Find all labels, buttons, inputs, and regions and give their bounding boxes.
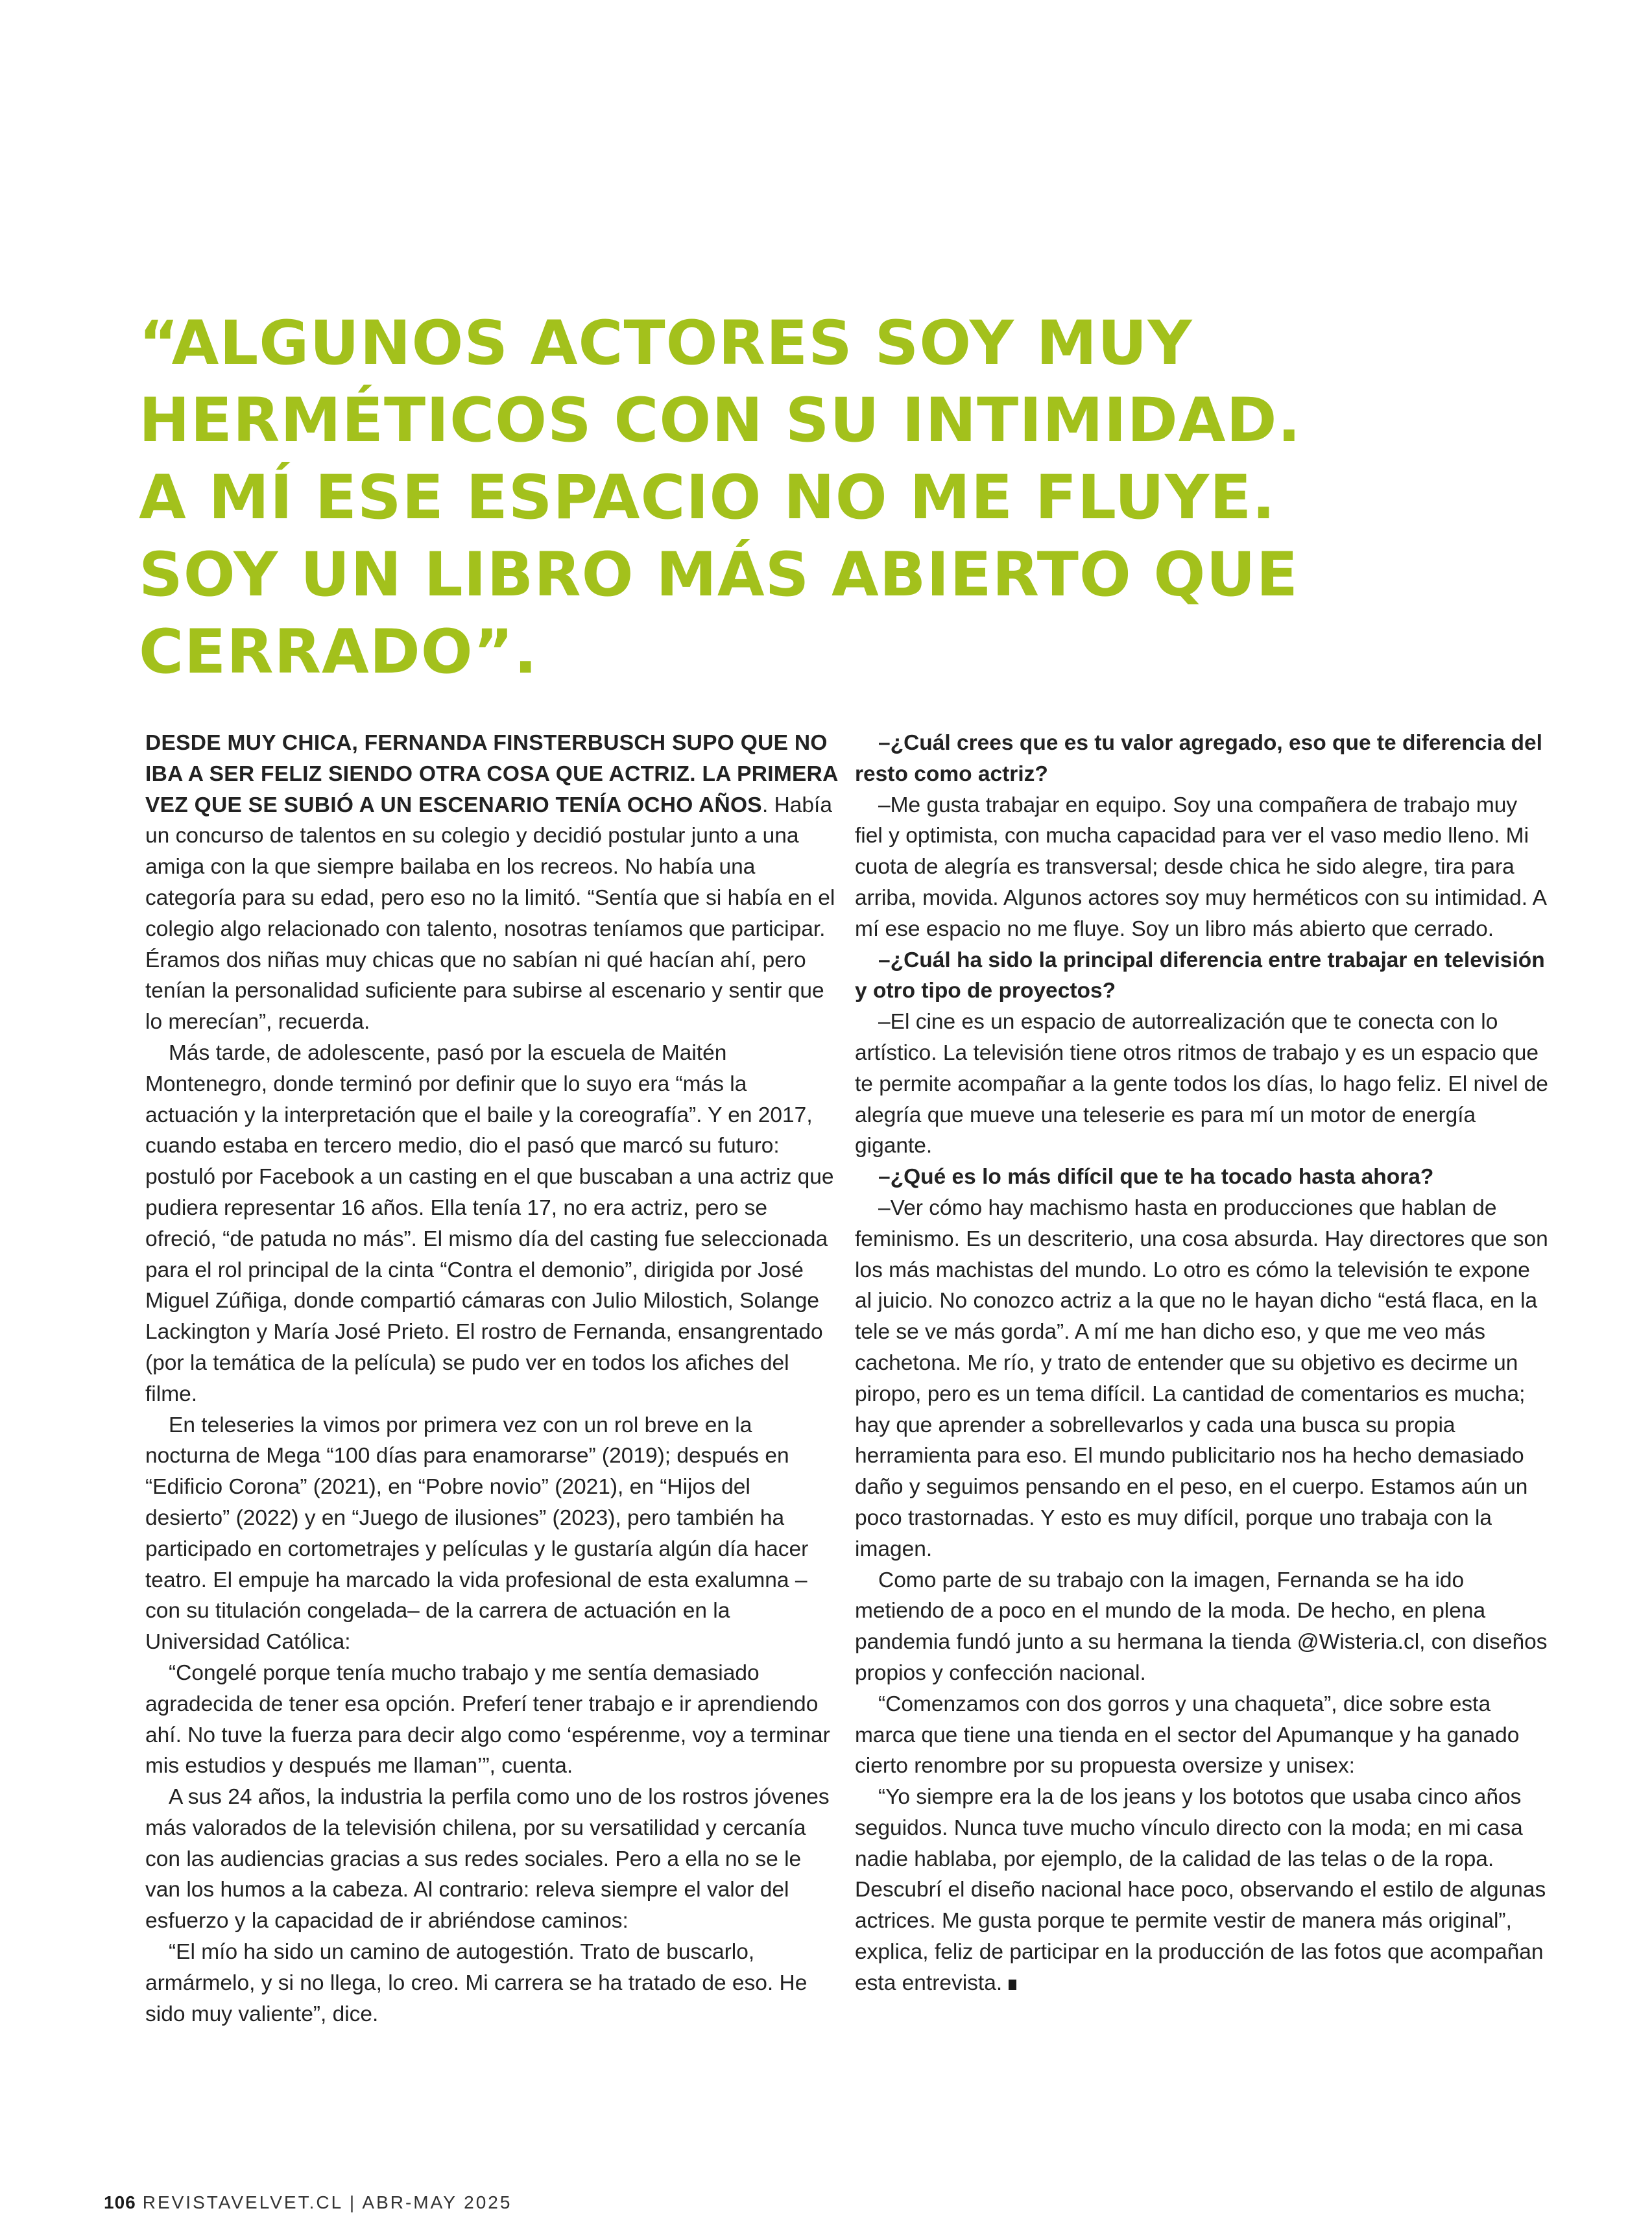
- interview-question: –¿Qué es lo más difícil que te ha tocado hasta ahora?: [878, 1165, 1434, 1190]
- pull-quote-line: A MÍ ESE ESPACIO NO ME FLUYE.: [139, 462, 1276, 533]
- body-paragraph: Como parte de su trabajo con la imagen, Fernanda se ha ido metiendo de a poco en el mundo de la moda. De hecho, en plena pandemia fundó junto a su hermana la tienda @Wisteria.cl, con diseños propios y confección nacional.: [855, 1568, 1548, 1685]
- lead-paragraph: [145, 728, 839, 1038]
- pull-quote-line: “ALGUNOS ACTORES SOY MUY: [139, 308, 1193, 379]
- body-paragraph: En teleseries la vimos por primera vez con un rol breve en la nocturna de Mega “100 días para enamorarse” (2019); después en “Edificio Corona” (2021), en “Pobre novio” (2021), en “Hijos del desierto” (2022) y en “Juego de ilusiones” (2023), pero también ha participado en cortometrajes y películas y le gustaría algún día hacer teatro. El empuje ha marcado la vida profesional de esta exalumna –con su titulación congelada– de la carrera de actuación en la Universidad Católica:: [145, 1413, 809, 1655]
- page-footer: [104, 2192, 512, 2213]
- page-number: 106: [104, 2192, 136, 2212]
- pull-quote: [139, 305, 1436, 691]
- body-paragraph: A sus 24 años, la industria la perfila como uno de los rostros jóvenes más valorados de la televisión chilena, por su versatilidad y cercanía con las audiencias gracias a sus redes sociales. Pero a ella no se le van los humos a la cabeza. Al contrario: releva siempre el valor del esfuerzo y la capacidad de ir abriéndose caminos:: [145, 1785, 830, 1934]
- quote-paragraph: “El mío ha sido un camino de autogestión. Trato de buscarlo, armármelo, y si no llega, lo creo. Mi carrera se ha tratado de eso. He sido muy valiente”, dice.: [145, 1940, 808, 2026]
- interview-answer: –Ver cómo hay machismo hasta en producciones que hablan de feminismo. Es un descriterio, una cosa absurda. Hay directores que son los más machistas del mundo. Lo otro es cómo la televisión te expone al juicio. No conozco actriz a la que no le hayan dicho “está flaca, en la tele se ve más gorda”. A mí me han dicho eso, y que me veo más cachetona. Me río, y trato de entender que su objetivo es decirme un piropo, pero es un tema difícil. La cantidad de comentarios es mucha; hay que aprender a sobrellevarlos y cada una busca su propia herramienta para eso. El mundo publicitario nos ha hecho demasiado daño y seguimos pensando en el peso, en el cuerpo. Estamos aún un poco trastornadas. Y esto es muy difícil, porque uno trabaja con la imagen.: [855, 1195, 1548, 1561]
- pull-quote-line: SOY UN LIBRO MÁS ABIERTO QUE: [139, 540, 1299, 610]
- body-paragraph: Más tarde, de adolescente, pasó por la escuela de Maitén Montenegro, donde terminó por definir que lo suyo era “más la actuación y la interpretación que el baile y la coreografía”. Y en 2017, cuando estaba en tercero medio, dio el pasó que marcó su futuro: postuló por Facebook a un casting en el que buscaban a una actriz que pudiera representar 16 años. Ella tenía 17, no era actriz, pero se ofreció, “de patuda no más”. El mismo día del casting fue seleccionada para el rol principal de la cinta “Contra el demonio”, dirigida por José Miguel Zúñiga, donde compartió cámaras con Julio Milostich, Solange Lackington y María José Prieto. El rostro de Fernanda, ensangrentado (por la temática de la película) se pudo ver en todos los afiches del filme.: [145, 1040, 834, 1406]
- pull-quote-line: CERRADO”.: [139, 617, 538, 688]
- interview-question: –¿Cuál ha sido la principal diferencia entre trabajar en televisión y otro tipo de proyectos?: [855, 948, 1545, 1003]
- lead-in-caps: DESDE MUY CHICA, FERNANDA FINSTERBUSCH SUPO QUE NO IBA A SER FELIZ SIENDO OTRA COSA QUE ACTRIZ. LA PRIMERA VEZ QUE SE SUBIÓ A UN ESCENARIO TENÍA OCHO AÑOS: [145, 731, 838, 817]
- pull-quote-line: HERMÉTICOS CON SU INTIMIDAD.: [139, 385, 1302, 456]
- lead-paragraph-text: . Había un concurso de talentos en su colegio y decidió postular junto a una amiga con la que siempre bailaba en los recreos. No había una categoría para su edad, pero eso no la limitó. “Sentía que si había en el colegio algo relacionado con talento, nosotras teníamos que participar. Éramos dos niñas muy chicas que no sabían ni qué hacían ahí, pero tenían la personalidad suficiente para subirse al escenario y sentir que lo merecían”, recuerda.: [145, 793, 835, 1035]
- interview-answer: –El cine es un espacio de autorrealización que te conecta con lo artístico. La televisión tiene otros ritmos de trabajo y es un espacio que te permite acompañar a la gente todos los días, lo hago feliz. El nivel de alegría que mueve una teleserie es para mí un motor de energía gigante.: [855, 1010, 1548, 1158]
- article-column-right: [855, 728, 1549, 1999]
- end-mark-icon: [1009, 1980, 1016, 1990]
- closing-paragraph: [855, 1782, 1549, 1999]
- quote-paragraph: “Congelé porque tenía mucho trabajo y me sentía demasiado agradecida de tener esa opción. Preferí tener trabajo e ir aprendiendo ahí. No tuve la fuerza para decir algo como ‘espérenme, voy a terminar mis estudios y después me llaman’”, cuenta.: [145, 1660, 830, 1778]
- interview-question: –¿Cuál crees que es tu valor agregado, eso que te diferencia del resto como actriz?: [855, 731, 1542, 786]
- article-column-left: [145, 728, 839, 2029]
- body-paragraph: “Comenzamos con dos gorros y una chaqueta”, dice sobre esta marca que tiene una tienda en el sector del Apumanque y ha ganado cierto renombre por su propuesta oversize y unisex:: [855, 1692, 1520, 1778]
- publication-line: REVISTAVELVET.CL | ABR-MAY 2025: [142, 2192, 512, 2212]
- interview-answer: –Me gusta trabajar en equipo. Soy una compañera de trabajo muy fiel y optimista, con mucha capacidad para ver el vaso medio lleno. Mi cuota de alegría es transversal; desde chica he sido alegre, tira para arriba, movida. Algunos actores soy muy herméticos con su intimidad. A mí ese espacio no me fluye. Soy un libro más abierto que cerrado.: [855, 793, 1546, 941]
- closing-paragraph-text: “Yo siempre era la de los jeans y los bototos que usaba cinco años seguidos. Nunca tuve mucho vínculo directo con la moda; en mi casa nadie hablaba, por ejemplo, de la calidad de las telas o de la ropa. Descubrí el diseño nacional hace poco, observando el estilo de algunas actrices. Me gusta porque te permite vestir de manera más original”, explica, feliz de participar en la producción de las fotos que acompañan esta entrevista.: [855, 1785, 1546, 1995]
